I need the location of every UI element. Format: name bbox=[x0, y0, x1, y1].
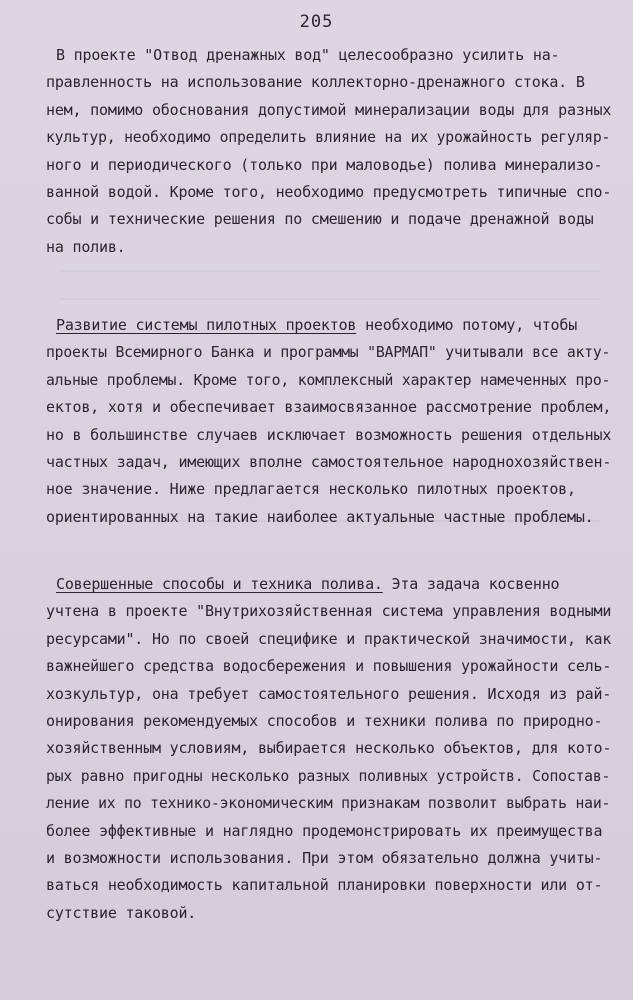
text-line bbox=[46, 571, 618, 598]
text-line: нем, помимо обоснования допустимой минерализации воды для разных bbox=[46, 100, 612, 119]
text-line: культур, необходимо определить влияние на их урожайность регуляр- bbox=[46, 129, 611, 147]
paragraph-irrigation-methods bbox=[46, 571, 618, 927]
text-line: ного и периодического (только при маловодье) полива минерализо- bbox=[46, 155, 603, 174]
text-line: важнейшего средства водосбережения и повышения урожайности сель- bbox=[46, 657, 612, 676]
text-line: и возможности использования. При этом обязательно должна учиты- bbox=[46, 848, 603, 867]
text-line: частных задач, имеющих вполне самостоятельное народнохозяйствен- bbox=[46, 452, 612, 471]
text-line: альные проблемы. Кроме того, комплексный характер намеченных про- bbox=[46, 371, 611, 389]
text-line: хозкультур, она требует самостоятельного решения. Исходя из рай- bbox=[46, 684, 612, 703]
text-line: собы и технические решения по смешению и подаче дренажной воды bbox=[46, 210, 594, 229]
bleed-through-mark bbox=[60, 270, 600, 272]
paragraph-pilot-projects bbox=[46, 312, 618, 531]
text-line: В проекте "Отвод дренажных вод" целесообразно усилить на- bbox=[56, 46, 560, 64]
text-line-rest: Эта задача косвенно bbox=[382, 575, 560, 593]
text-line: онирования рекомендуемых способов и техники полива по природно- bbox=[46, 711, 603, 730]
paragraph-drainage-water bbox=[46, 42, 618, 261]
text-line: учтена в проекте "Внутрихозяйственная система управления водными bbox=[46, 602, 612, 621]
text-line: ресурсами". Но по своей специфике и практической значимости, как bbox=[46, 629, 612, 648]
text-line bbox=[46, 312, 618, 339]
text-line: но в большинстве случаев исключает возможность решения отдельных bbox=[46, 425, 612, 444]
text-line: ектов, хотя и обеспечивает взаимосвязанное рассмотрение проблем, bbox=[46, 398, 612, 417]
text-line: хозяйственным условиям, выбирается несколько объектов, для кото- bbox=[46, 739, 612, 758]
section-heading: Совершенные способы и техника полива. bbox=[56, 575, 383, 593]
bleed-through-mark bbox=[60, 298, 600, 300]
text-line: проекты Всемирного Банка и программы "ВАРМАП" учитывали все акту- bbox=[46, 344, 611, 362]
text-line: сутствие таковой. bbox=[46, 903, 197, 922]
text-line: на полив. bbox=[46, 237, 126, 256]
text-line: правленность на использование коллекторно-дренажного стока. В bbox=[46, 73, 585, 92]
text-line: ление их по технико-экономическим признакам позволит выбрать наи- bbox=[46, 795, 611, 813]
text-line: более эффективные и наглядно продемонстрировать их преимущества bbox=[46, 821, 603, 840]
text-line: ориентированных на такие наиболее актуальные частные проблемы. bbox=[46, 507, 594, 526]
page-number: 205 bbox=[299, 12, 334, 32]
text-line: рых равно пригодны несколько разных поливных устройств. Сопостав- bbox=[46, 767, 611, 785]
text-line: ваться необходимость капитальной планировки поверхности или от- bbox=[46, 876, 603, 895]
text-line: ванной водой. Кроме того, необходимо предусмотреть типичные спо- bbox=[46, 182, 612, 201]
section-heading: Развитие системы пилотных проектов bbox=[56, 316, 357, 334]
text-line-rest: необходимо потому, чтобы bbox=[356, 316, 578, 334]
text-line: ное значение. Ниже предлагается несколько пилотных проектов, bbox=[46, 480, 576, 499]
